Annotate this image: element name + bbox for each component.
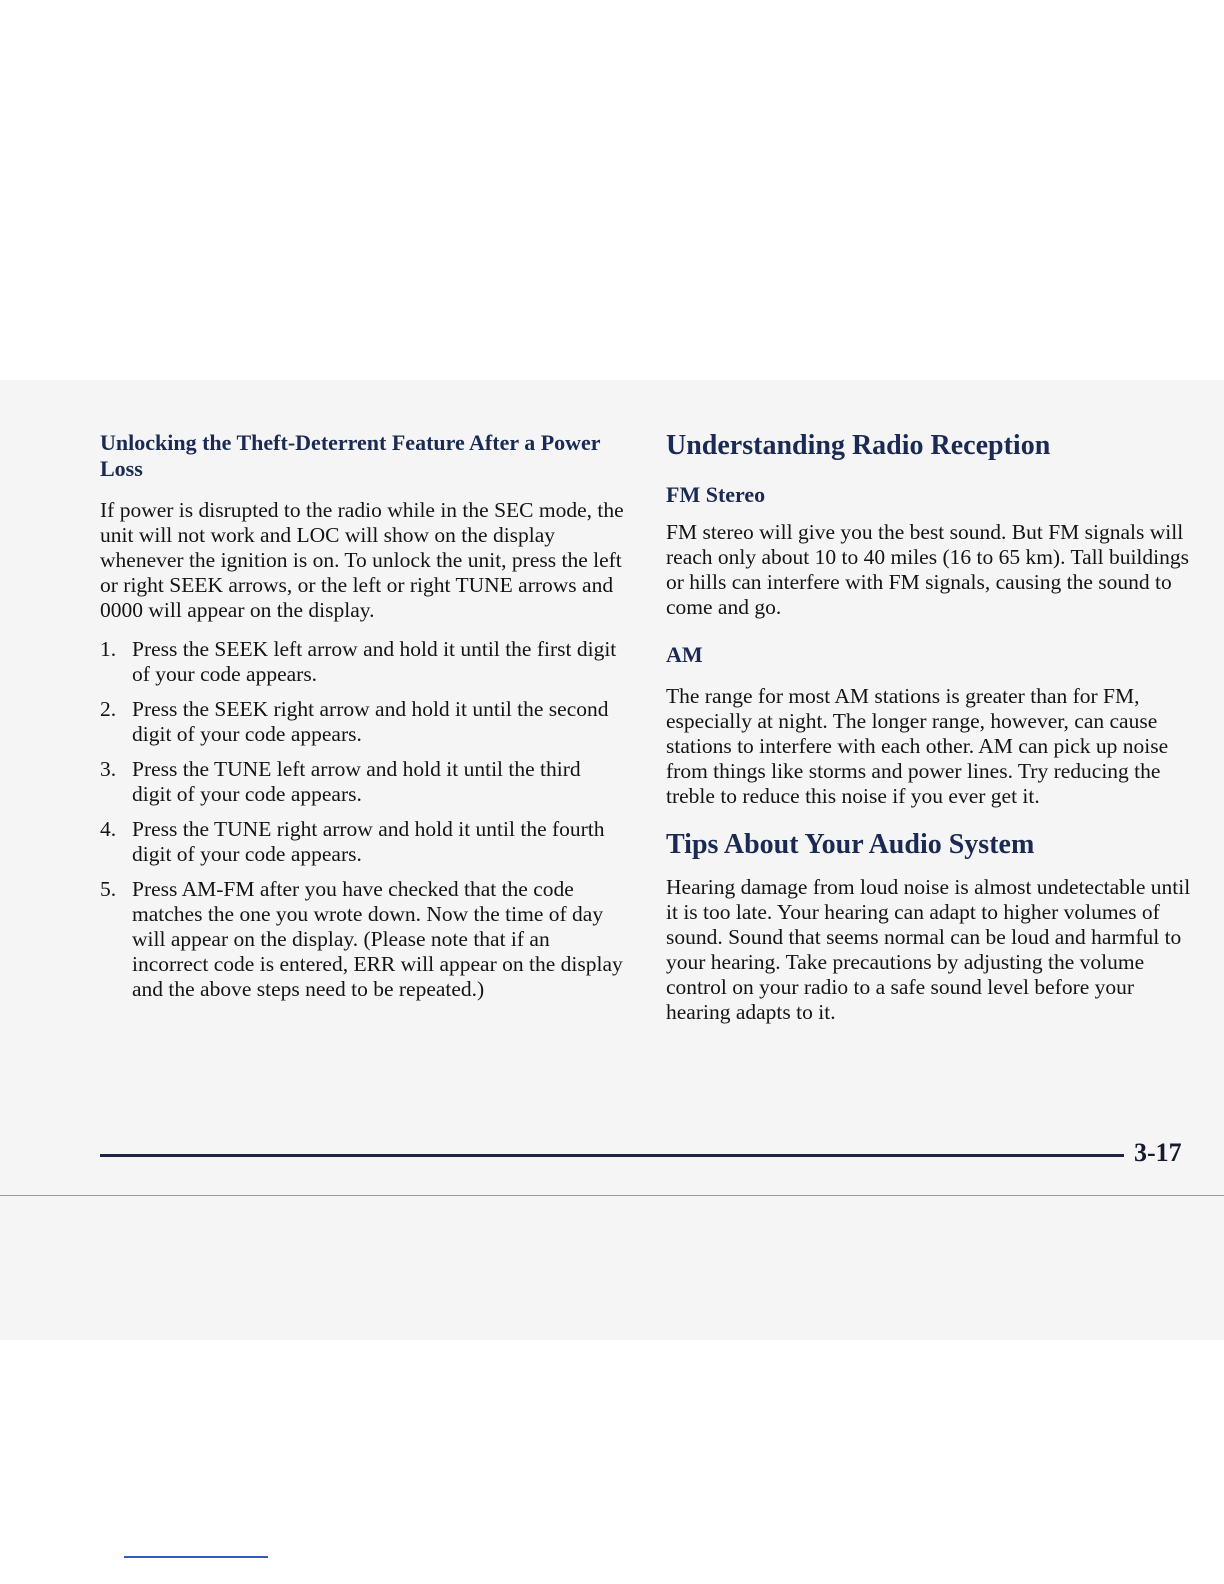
step-item [100, 637, 625, 687]
step-number: 1. [100, 637, 117, 661]
corner-mark [124, 1556, 268, 1558]
step-number: 3. [100, 757, 117, 781]
left-column [100, 430, 625, 1012]
tips-title: Tips About Your Audio System [666, 829, 1035, 860]
step-text: Press the SEEK right arrow and hold it until the second digit of your code appears. [132, 697, 609, 746]
step-text: Press the TUNE right arrow and hold it until the fourth digit of your code appears. [132, 817, 605, 866]
tips-text: Hearing damage from loud noise is almost undetectable until it is too late. Your hearing can adapt to higher volumes of sound. Sound that seems normal can be loud and harmful to your hearing. Take precautions by adjusting the volume control on your radio to a safe sound level before your hearing adapts to it. [666, 875, 1191, 1024]
step-text: Press the TUNE left arrow and hold it until the third digit of your code appears. [132, 757, 581, 806]
manual-page [0, 380, 1224, 1340]
right-column [666, 430, 1196, 1025]
fm-text: FM stereo will give you the best sound. But FM signals will reach only about 10 to 40 miles (16 to 65 km). Tall buildings or hills can interfere with FM signals, causing the sound to come and go. [666, 520, 1189, 619]
page-number: 3-17 [1134, 1138, 1182, 1167]
step-number: 2. [100, 697, 117, 721]
unlock-intro: If power is disrupted to the radio while in the SEC mode, the unit will not work and LOC will show on the display whenever the ignition is on. To unlock the unit, press the left or right SEEK arrows, or the left or right TUNE arrows and 0000 will appear on the display. [100, 498, 624, 622]
step-item [100, 697, 625, 747]
step-item [100, 877, 625, 1002]
am-heading: AM [666, 642, 703, 667]
step-number: 4. [100, 817, 117, 841]
footer-rule [100, 1154, 1124, 1157]
am-text: The range for most AM stations is greater than for FM, especially at night. The longer range, however, can cause stations to interfere with each other. AM can pick up noise from things like storms and power lines. Try reducing the treble to reduce this noise if you ever get it. [666, 684, 1169, 808]
step-item [100, 757, 625, 807]
step-item [100, 817, 625, 867]
unlock-heading: Unlocking the Theft-Deterrent Feature After a Power Loss [100, 430, 601, 481]
fm-heading: FM Stereo [666, 482, 766, 507]
unlock-steps [100, 637, 625, 1002]
step-number: 5. [100, 877, 117, 901]
step-text: Press AM-FM after you have checked that the code matches the one you wrote down. Now the time of day will appear on the display. (Please note that if an incorrect code is entered, ERR will appear on the display and the above steps need to be repeated.) [132, 877, 623, 1001]
step-text: Press the SEEK left arrow and hold it until the first digit of your code appears. [132, 637, 617, 686]
page-edge-line [0, 1195, 1224, 1196]
reception-title: Understanding Radio Reception [666, 430, 1051, 461]
